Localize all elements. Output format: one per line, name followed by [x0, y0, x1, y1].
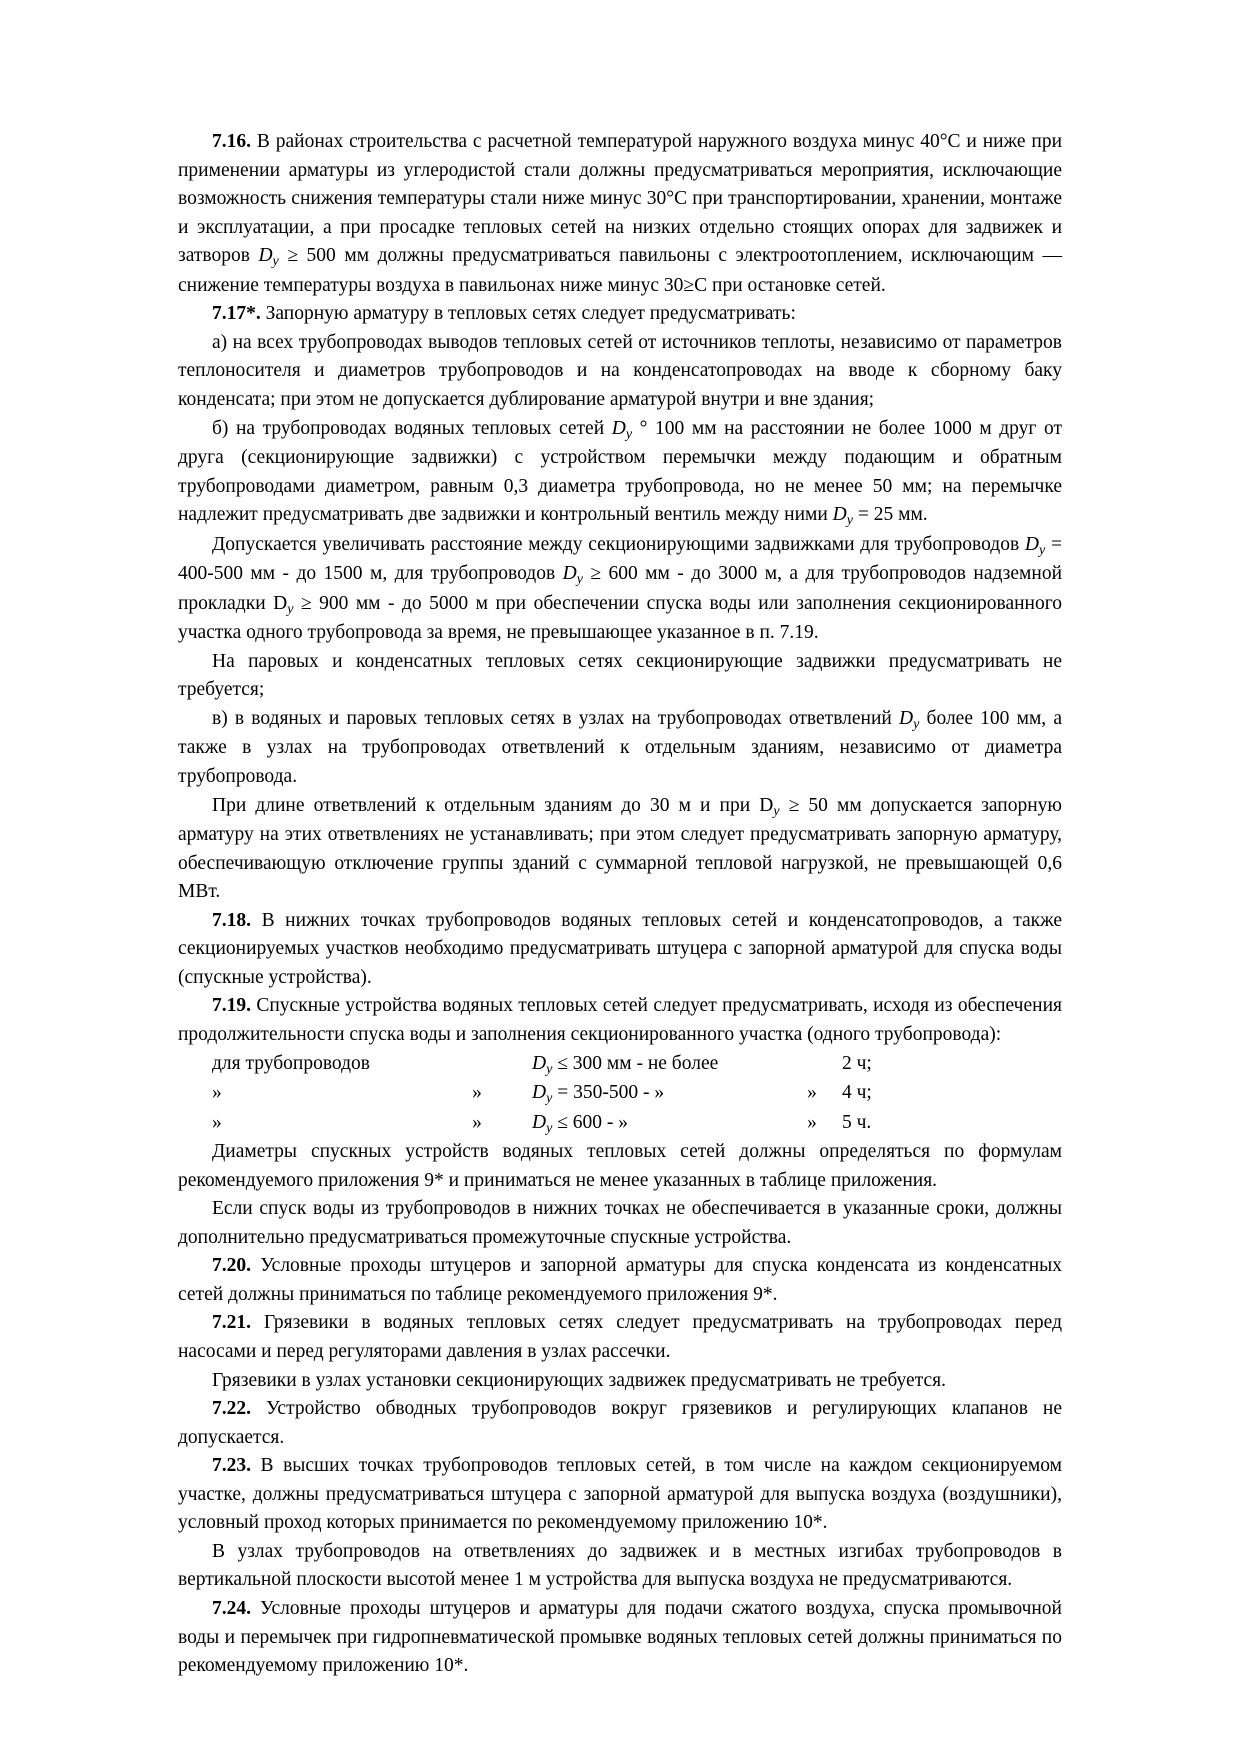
symbol-dy-letter: D	[1024, 533, 1040, 555]
clause-number-7-24: 7.24.	[212, 1598, 251, 1619]
symbol-dy-letter: D	[532, 1082, 547, 1103]
table-cell-value: 4 ч;	[842, 1082, 872, 1103]
symbol-dy-sub: у	[546, 1119, 553, 1136]
table-cell-mid	[782, 1050, 842, 1080]
clause-number-7-23: 7.23.	[212, 1455, 251, 1477]
paragraph-7-21-text: Грязевики в водяных тепловых сетях следует предусматривать на трубопроводах перед насосами и перед регуляторами давления в узлах рассечки.	[178, 1312, 1062, 1362]
table-row	[178, 1079, 1062, 1109]
paragraph-dopuskaetsya-text-3: ≥ 600 мм - до 3000 м, а для трубопроводов надземной прокладки D	[178, 563, 1063, 614]
paragraph-diametry-text: Диаметры спускных устройств водяных тепловых сетей должны определяться по формулам рекомендуемого приложения 9* и приниматься не менее указанных в таблице приложения.	[178, 1141, 1062, 1191]
table-cell-dash	[422, 1050, 532, 1080]
table-cell-value: 2 ч;	[842, 1052, 872, 1074]
paragraph-7-17-b-text-1: б) на трубопроводах водяных тепловых сетей	[212, 417, 612, 439]
paragraph-pri-dline-text-2: ≥ 50 мм допускается запорную арматуру на этих ответвлениях не устанавливать; при этом следует предусматривать запорную арматуру, обеспечивающую отключение группы зданий с суммарной тепловой нагрузкой, не превышающей 0,6 МВт.	[178, 794, 1062, 903]
symbol-dy-sub: у	[287, 600, 294, 617]
document-body	[178, 128, 1062, 1681]
symbol-dy-sub: у	[576, 571, 583, 588]
table-cell-condition-text: ≤ 300 мм - не более	[552, 1052, 719, 1074]
paragraph-7-17-a	[178, 329, 1062, 415]
table-cell-dash: »	[472, 1111, 482, 1133]
paragraph-dopuskaetsya	[178, 531, 1062, 648]
paragraph-pri-dline	[178, 792, 1062, 907]
symbol-dy-sub: у	[546, 1089, 553, 1106]
paragraph-dopuskaetsya-text-1: Допускается увеличивать расстояние между секционирующими задвижками для трубопроводов	[212, 533, 1025, 555]
table-cell-condition	[532, 1079, 782, 1109]
table-cell-label: »	[212, 1082, 222, 1103]
paragraph-7-17-a-text: а) на всех трубопроводах выводов тепловых сетей от источников теплоты, независимо от параметров теплоносителя и диаметров трубопроводов и на конденсатопроводах на вводе к сборному баку конденсата; при этом не допускается дублирование арматурой внутри и вне здания;	[178, 331, 1062, 410]
symbol-dy-sub: у	[546, 1060, 553, 1077]
paragraph-7-17-v-text-2: более 100 мм, а также в узлах на трубопроводах ответвлений к отдельным зданиям, независимо от диаметра трубопровода.	[178, 707, 1062, 787]
symbol-dy-letter: D	[611, 417, 626, 439]
paragraph-7-16-text-cont: ≥ 500 мм должны предусматриваться павильоны с электроотоплением, исключающим — снижение температуры воздуха в павильонах ниже минус 30≥С при остановке сетей.	[178, 245, 1062, 296]
table-cell-value: 5 ч.	[842, 1111, 872, 1133]
symbol-dy-sub: у	[272, 253, 279, 270]
clause-number-7-17: 7.17*.	[212, 303, 261, 325]
paragraph-7-17-v	[178, 705, 1062, 792]
clause-number-7-16: 7.16.	[212, 131, 251, 152]
paragraph-gryazeviki-text: Грязевики в узлах установки секционирующих задвижек предусматривать не требуется.	[212, 1369, 946, 1391]
table-cell-dash: »	[472, 1082, 482, 1103]
table-cell-mid: »	[807, 1082, 817, 1103]
symbol-dy-sub: у	[773, 802, 780, 819]
paragraph-7-23-text: В высших точках трубопроводов тепловых сетей, в том числе на каждом секционируемом участке, должны предусматриваться штуцера с запорной арматурой для выпуска воздуха (воздушники), условный проход которых принимается по рекомендуемому приложению 10*.	[178, 1455, 1062, 1534]
paragraph-parovye-text: На паровых и конденсатных тепловых сетях секционирующие задвижки предусматривать не требуется;	[178, 650, 1062, 701]
paragraph-7-22-text: Устройство обводных трубопроводов вокруг грязевиков и регулирующих клапанов не допускается.	[178, 1398, 1062, 1448]
paragraph-7-19	[178, 992, 1062, 1049]
paragraph-diametry	[178, 1138, 1062, 1195]
paragraph-7-16	[178, 128, 1062, 300]
symbol-dy-letter: D	[532, 1052, 547, 1074]
paragraph-7-17-v-text-1: в) в водяных и паровых тепловых сетях в узлах на трубопроводах ответвлений	[212, 707, 900, 729]
paragraph-7-17-text: Запорную арматуру в тепловых сетях следует предусматривать:	[260, 303, 796, 325]
table-cell-condition-text: ≤ 600 - »	[552, 1111, 629, 1133]
paragraph-esli-spusk-text: Если спуск воды из трубопроводов в нижних точках не обеспечивается в указанные сроки, должны дополнительно предусматриваться промежуточные спускные устройства.	[178, 1198, 1062, 1248]
paragraph-v-uzlah-text: В узлах трубопроводов на ответвлениях до задвижек и в местных изгибах трубопроводов в вертикальной плоскости высотой менее 1 м устройства для выпуска воздуха не предусматриваются.	[178, 1540, 1062, 1591]
paragraph-7-16-text: В районах строительства с расчетной температурой наружного воздуха минус 40°С и ниже при применении арматуры из углеродистой стали должны предусматриваться мероприятия, исключающие возможность снижения температуры стали ниже минус 30°С при транспортировании, хранении, монтаже и эксплуатации, а при просадке тепловых сетей на низких отдельно стоящих опорах для задвижек и затворов	[178, 131, 1062, 267]
paragraph-pri-dline-text-1: При длине ответвлений к отдельным зданиям до 30 м и при D	[212, 794, 774, 816]
paragraph-7-24-text: Условные проходы штуцеров и арматуры для подачи сжатого воздуха, спуска промывочной воды и перемычек при гидропневматической промывке водяных тепловых сетей должны приниматься по рекомендуемому приложению 10*.	[178, 1598, 1062, 1677]
clause-number-7-20: 7.20.	[212, 1255, 251, 1277]
table-cell-label: »	[212, 1111, 222, 1133]
symbol-dy-letter: D	[832, 504, 847, 526]
paragraph-7-23	[178, 1452, 1062, 1538]
paragraph-7-22	[178, 1395, 1062, 1452]
paragraph-dopuskaetsya-text-4: ≥ 900 мм - до 5000 м при обеспечении спуска воды или заполнения секционированного участка одного трубопровода за время, не превышающее указанное в п. 7.19.	[178, 592, 1062, 644]
clause-number-7-18: 7.18.	[212, 909, 251, 931]
symbol-dy-sub: у	[625, 425, 633, 442]
symbol-dy-letter: D	[899, 707, 914, 729]
drain-duration-table	[178, 1050, 1062, 1139]
symbol-dy-letter: D	[532, 1111, 547, 1133]
paragraph-7-20-text: Условные проходы штуцеров и запорной арматуры для спуска конденсата из конденсатных сетей должны приниматься по таблице рекомендуемого приложения 9*.	[178, 1255, 1062, 1305]
table-cell-mid: »	[807, 1111, 817, 1133]
symbol-dy-letter: D	[562, 563, 577, 585]
clause-number-7-19: 7.19.	[212, 995, 251, 1017]
paragraph-7-18	[178, 907, 1062, 993]
symbol-dy-sub: у	[846, 512, 853, 529]
paragraph-7-17-b-text-3: = 25 мм.	[853, 504, 928, 526]
symbol-dy-letter: D	[258, 245, 273, 267]
symbol-dy-sub: у	[913, 715, 920, 732]
paragraph-7-17-b-text-2: ° 100 мм на расстоянии не более 1000 м друг от друга (секционирующие задвижки) с устройством перемычки между подающим и обратным трубопроводами диаметром, равным 0,3 диаметра трубопровода, но не менее 50 мм; на перемычке надлежит предусматривать две задвижки и контрольный вентиль между ними	[178, 417, 1063, 526]
paragraph-gryazeviki	[178, 1367, 1062, 1396]
paragraph-7-17-b	[178, 415, 1062, 531]
paragraph-v-uzlah	[178, 1538, 1062, 1595]
table-row	[178, 1109, 1062, 1139]
clause-number-7-22: 7.22.	[212, 1398, 251, 1420]
paragraph-parovye	[178, 648, 1062, 705]
symbol-dy-sub: у	[1039, 541, 1046, 558]
clause-number-7-21: 7.21.	[212, 1312, 251, 1334]
paragraph-7-18-text: В нижних точках трубопроводов водяных тепловых сетей и конденсатопроводов, а также секционируемых участков необходимо предусматривать штуцера с запорной арматурой для спуска воды (спускные устройства).	[178, 909, 1062, 988]
paragraph-esli-spusk	[178, 1195, 1062, 1252]
paragraph-7-21	[178, 1309, 1062, 1366]
paragraph-7-24	[178, 1595, 1062, 1681]
paragraph-7-17	[178, 300, 1062, 329]
paragraph-7-20	[178, 1252, 1062, 1309]
table-cell-condition-text: = 350-500 - »	[552, 1082, 665, 1103]
table-cell-condition	[532, 1050, 782, 1080]
paragraph-dopuskaetsya-text-2: = 400-500 мм - до 1500 м, для трубопроводов	[178, 533, 1063, 585]
table-cell-label: для трубопроводов	[212, 1052, 370, 1074]
paragraph-7-19-text: Спускные устройства водяных тепловых сетей следует предусматривать, исходя из обеспечения продолжительности спуска воды и заполнения секционированного участка (одного трубопровода):	[178, 995, 1062, 1045]
table-row	[178, 1050, 1062, 1080]
table-cell-condition	[532, 1109, 782, 1139]
